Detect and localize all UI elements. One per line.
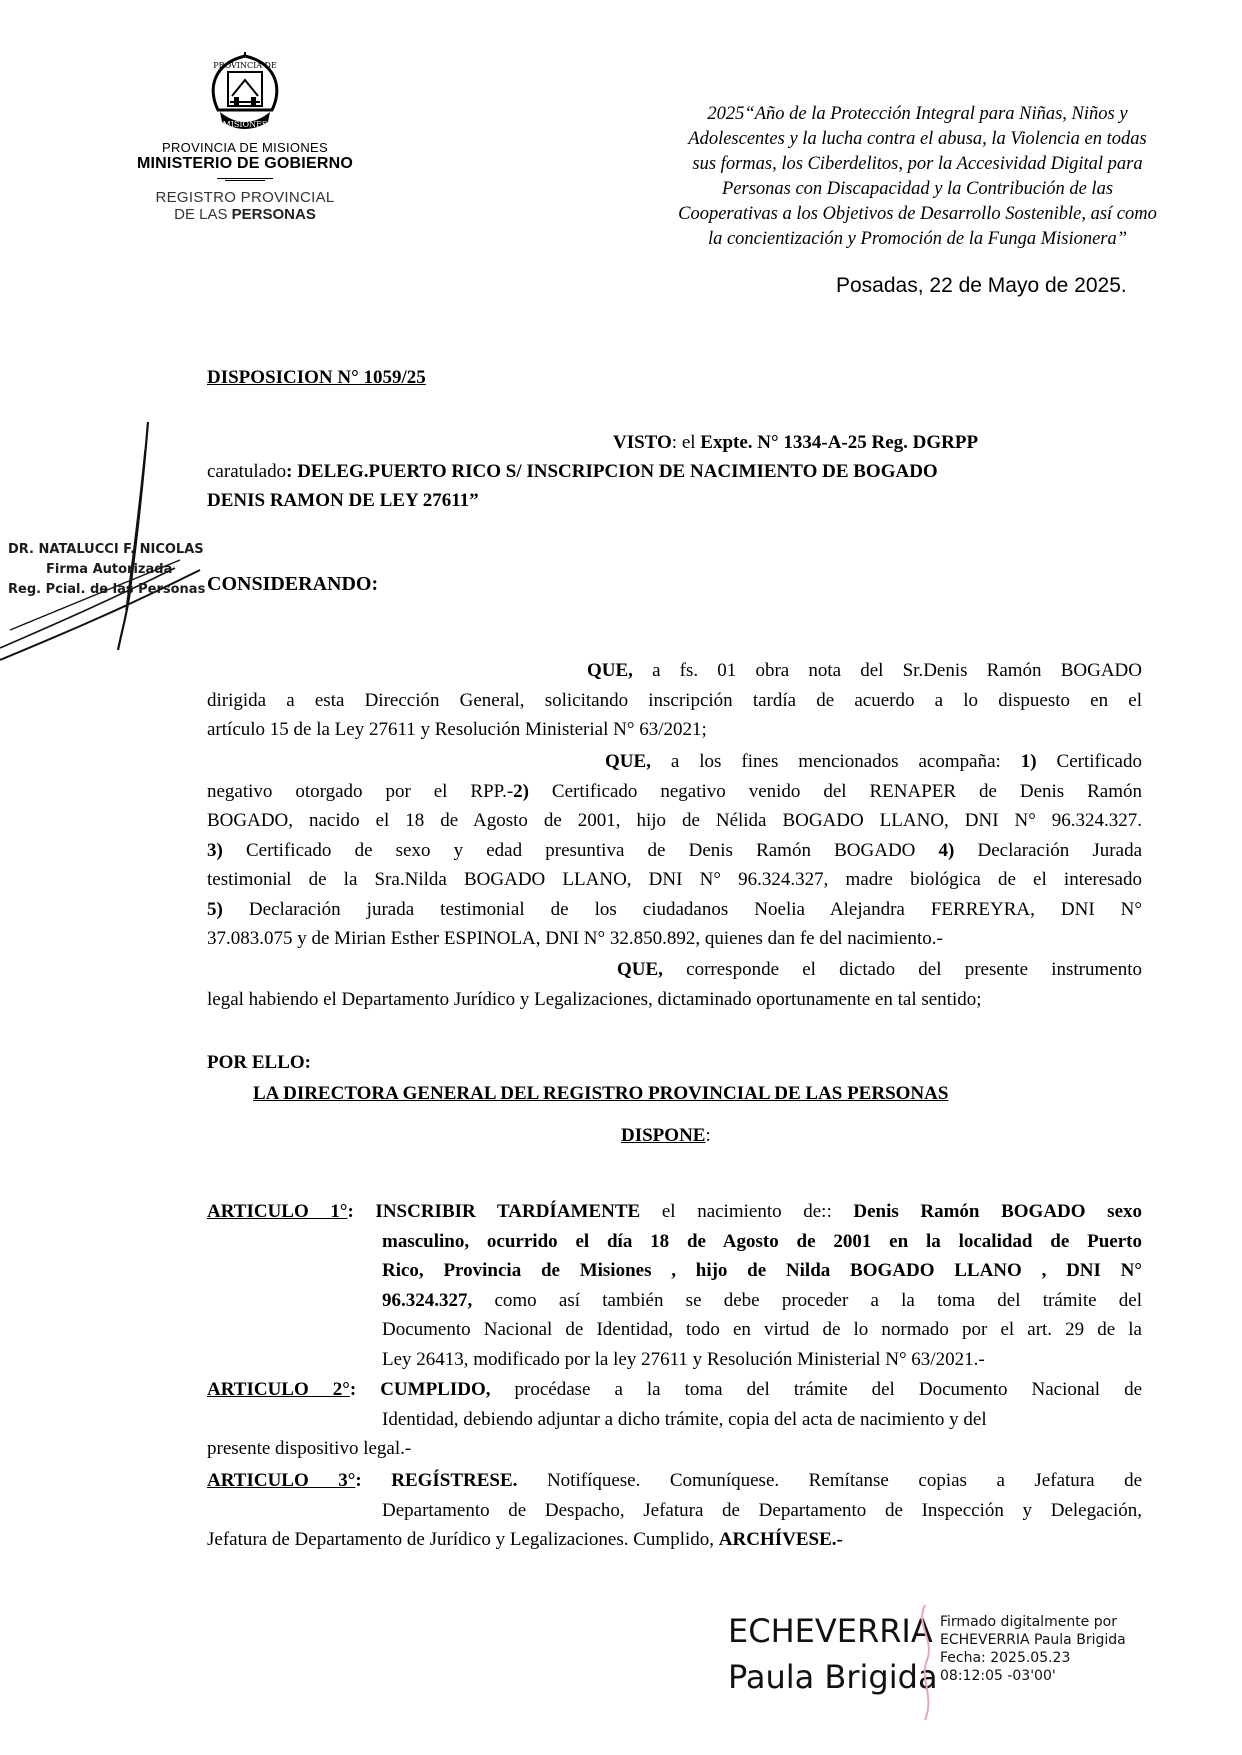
dispone-heading: DISPONE: [621,1125,711,1146]
divider [225,180,265,181]
authorization-stamp: DR. NATALUCCI F. NICOLAS Firma Autorizada Reg. Pcial. de las Personas [8,542,206,597]
document-date: Posadas, 22 de Mayo de 2025. [836,274,1127,297]
registry-name-line1: REGISTRO PROVINCIAL [155,189,335,206]
disposition-title: DISPOSICION N° 1059/25 [207,367,426,388]
svg-text:MISIONES: MISIONES [222,120,268,129]
digital-signature-name: ECHEVERRIA Paula Brigida [728,1612,938,1696]
que-paragraph-3: QUE, corresponde el dictado del presente instrumento legal habiendo el Departamento Jurídico y Legalizaciones, dictaminado oportunamente en tal sentido; [207,959,1142,1010]
svg-text:PROVINCIA DE: PROVINCIA DE [213,61,277,70]
year-motto: 2025“Año de la Protección Integral para Niñas, Niños y Adolescentes y la lucha contra el abusa, la Violencia en todas sus formas, los Ciberdelitos, por la Accesividad Digital para Personas con Discapacidad y la Contribución de las Cooperativas a los Objetivos de Desarrollo Sostenible, así como la concientización y Promoción de la Funga Misionera” [678,104,1157,249]
authority-heading: LA DIRECTORA GENERAL DEL REGISTRO PROVINCIAL DE LAS PERSONAS [253,1083,949,1104]
digital-signature-details: Firmado digitalmente por ECHEVERRIA Paula Brigida Fecha: 2025.05.23 08:12:05 -03'00' [940,1614,1126,1684]
divider [217,178,273,179]
por-ello-heading: POR ELLO: [207,1052,311,1073]
ministry-name: MINISTERIO DE GOBIERNO [137,155,353,172]
letterhead [80,50,410,223]
signature-flourish-icon [905,1600,945,1725]
article-2: ARTICULO 2°: CUMPLIDO, procédase a la toma del trámite del Documento Nacional de Identidad, debiendo adjuntar a dicho trámite, copia del acta de nacimiento y del presente dispositivo legal.- [207,1379,1143,1459]
article-1: ARTICULO 1°: INSCRIBIR TARDÍAMENTE el nacimiento de:: Denis Ramón BOGADO sexo masculino, ocurrido el día 18 de Agosto de 2001 en la localidad de Puerto Rico, Provincia de Misiones , hijo de Nilda BOGADO LLANO , DNI N° 96.324.327, como así también se debe proceder a la toma del trámite del Documento Nacional de Identidad, todo en virtud de lo normado por el art. 29 de la Ley 26413, modificado por la ley 27611 y Resolución Ministerial N° 63/2021.- [207,1201,1142,1370]
considerando-heading: CONSIDERANDO: [207,573,379,595]
que-paragraph-1: QUE, a fs. 01 obra nota del Sr.Denis Ramón BOGADO dirigida a esta Dirección General, solicitando inscripción tardía de acuerdo a lo dispuesto en el artículo 15 de la Ley 27611 y Resolución Ministerial N° 63/2021; [207,660,1142,740]
provincial-seal-icon [198,50,292,136]
registry-name-line2: DE LAS PERSONAS [174,206,316,223]
visto-section: VISTO: el Expte. N° 1334-A-25 Reg. DGRPP caratulado: DELEG.PUERTO RICO S/ INSCRIPCION DE NACIMIENTO DE BOGADO DENIS RAMON DE LEY 27611” [207,432,979,511]
que-paragraph-2: QUE, a los fines mencionados acompaña: 1) Certificado negativo otorgado por el RPP.-2) Certificado negativo venido del RENAPER de Denis Ramón BOGADO, nacido el 18 de Agosto de 2001, hijo de Nélida BOGADO LLANO, DNI N° 96.324.327. 3) Certificado de sexo y edad presuntiva de Denis Ramón BOGADO 4) Declaración Jurada testimonial de la Sra.Nilda BOGADO LLANO, DNI N° 96.324.327, madre biológica de el interesado 5) Declaración jurada testimonial de los ciudadanos Noelia Alejandra FERREYRA, DNI N° 37.083.075 y de Mirian Esther ESPINOLA, DNI N° 32.850.892, quienes dan fe del nacimiento.- [207,751,1142,949]
article-3: ARTICULO 3°: REGÍSTRESE. Notifíquese. Comuníquese. Remítanse copias a Jefatura de Departamento de Despacho, Jefatura de Departamento de Inspección y Delegación, Jefatura de Departamento de Jurídico y Legalizaciones. Cumplido, ARCHÍVESE.- [207,1470,1143,1550]
province-name: PROVINCIA DE MISIONES [162,140,328,155]
